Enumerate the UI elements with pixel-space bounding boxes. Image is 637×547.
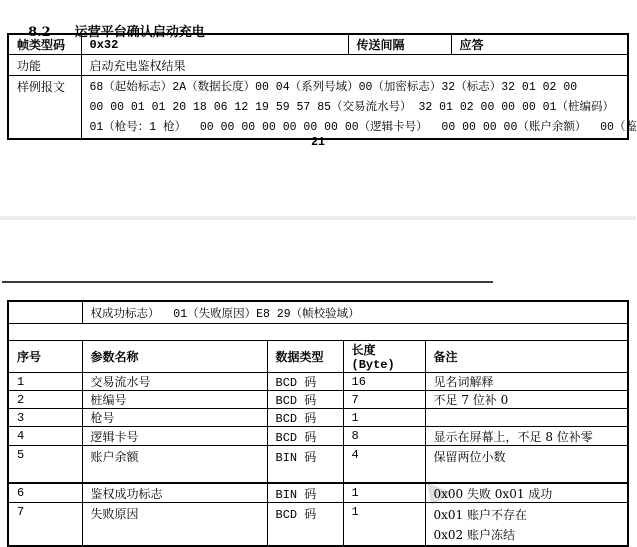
cell-type: BCD 码 bbox=[267, 409, 343, 427]
table-row bbox=[8, 503, 628, 547]
cell-index: 7 bbox=[8, 503, 82, 547]
param-header-row bbox=[8, 341, 628, 373]
cell-remark: 0x00 失败 0x01 成功 bbox=[425, 483, 628, 503]
cell-type: BIN 码 bbox=[267, 483, 343, 503]
cell-index: 4 bbox=[8, 427, 82, 446]
table-row bbox=[8, 446, 628, 484]
table-row bbox=[8, 483, 628, 503]
frame-type-label: 帧类型码 bbox=[8, 34, 81, 55]
col-header-index: 序号 bbox=[8, 341, 82, 373]
cell-type: BCD 码 bbox=[267, 373, 343, 391]
cell-length: 4 bbox=[343, 446, 425, 484]
cell-type: BIN 码 bbox=[267, 446, 343, 484]
cell-type: BCD 码 bbox=[267, 503, 343, 547]
cell-index: 1 bbox=[8, 373, 82, 391]
parameter-table bbox=[7, 300, 629, 547]
function-label: 功能 bbox=[8, 55, 81, 76]
cell-length: 1 bbox=[343, 483, 425, 503]
interval-value: 应答 bbox=[451, 34, 628, 55]
cell-name: 桩编号 bbox=[82, 391, 267, 409]
sample-line-2: 00 00 01 01 20 18 06 12 19 59 57 85（交易流水号） 32 01 02 00 00 00 01（桩编码） bbox=[89, 101, 614, 114]
remark-line-2: 0x02 账户冻结 bbox=[433, 528, 515, 542]
spacer-cell bbox=[8, 324, 628, 341]
frame-type-value: 0x32 bbox=[81, 34, 348, 55]
sample-content bbox=[81, 76, 637, 140]
cell-remark bbox=[425, 503, 628, 547]
col-header-type: 数据类型 bbox=[267, 341, 343, 373]
table-row bbox=[8, 373, 628, 391]
continuation-empty-cell bbox=[8, 301, 82, 324]
cell-name: 鉴权成功标志 bbox=[82, 483, 267, 503]
cell-remark: 不足 7 位补 0 bbox=[425, 391, 628, 409]
sample-label: 样例报文 bbox=[8, 76, 81, 140]
table-row bbox=[8, 409, 628, 427]
continuation-text: 权成功标志） 01（失败原因）E8 29（帧校验域） bbox=[82, 301, 628, 324]
section-number: 8.2 bbox=[28, 25, 51, 40]
spacer-row bbox=[8, 324, 628, 341]
table-row bbox=[8, 391, 628, 409]
cell-length: 16 bbox=[343, 373, 425, 391]
cell-length: 8 bbox=[343, 427, 425, 446]
remark-line-1: 0x01 账户不存在 bbox=[433, 508, 527, 522]
col-header-length: 长度(Byte) bbox=[343, 341, 425, 373]
page-gap-separator bbox=[0, 216, 636, 220]
cell-index: 2 bbox=[8, 391, 82, 409]
frame-table-header-row bbox=[8, 34, 628, 55]
sample-line-3: 01（枪号：1 枪） 00 00 00 00 00 00 00 00（逻辑卡号） 00 00 00 00（账户余额） 00（鉴 bbox=[89, 121, 637, 134]
cell-name: 账户余额 bbox=[82, 446, 267, 484]
function-row bbox=[8, 55, 628, 76]
cell-remark: 显示在屏幕上，不足 8 位补零 bbox=[425, 427, 628, 446]
cell-index: 3 bbox=[8, 409, 82, 427]
cell-name: 枪号 bbox=[82, 409, 267, 427]
cell-type: BCD 码 bbox=[267, 391, 343, 409]
sample-continuation-row bbox=[8, 301, 628, 324]
horizontal-rule bbox=[2, 281, 493, 283]
cell-remark: 保留两位小数 bbox=[425, 446, 628, 484]
interval-label: 传送间隔 bbox=[348, 34, 451, 55]
cell-length: 1 bbox=[343, 409, 425, 427]
cell-remark bbox=[425, 409, 628, 427]
col-header-name: 参数名称 bbox=[82, 341, 267, 373]
frame-table bbox=[7, 33, 637, 140]
function-value: 启动充电鉴权结果 bbox=[81, 55, 628, 76]
sample-line-1: 68（起始标志）2A（数据长度）00 04（系列号域）00（加密标志）32（标志）32 01 02 00 bbox=[89, 81, 578, 94]
cell-type: BCD 码 bbox=[267, 427, 343, 446]
cell-length: 1 bbox=[343, 503, 425, 547]
cell-name: 失败原因 bbox=[82, 503, 267, 547]
page-number: 21 bbox=[311, 136, 325, 149]
sample-message-row bbox=[8, 76, 628, 140]
cell-remark: 见名词解释 bbox=[425, 373, 628, 391]
cell-name: 交易流水号 bbox=[82, 373, 267, 391]
table-row bbox=[8, 427, 628, 446]
section-title: 运营平台确认启动充电 bbox=[74, 25, 205, 40]
cell-index: 6 bbox=[8, 483, 82, 503]
cell-name: 逻辑卡号 bbox=[82, 427, 267, 446]
cell-index: 5 bbox=[8, 446, 82, 484]
col-header-remark: 备注 bbox=[425, 341, 628, 373]
cell-length: 7 bbox=[343, 391, 425, 409]
